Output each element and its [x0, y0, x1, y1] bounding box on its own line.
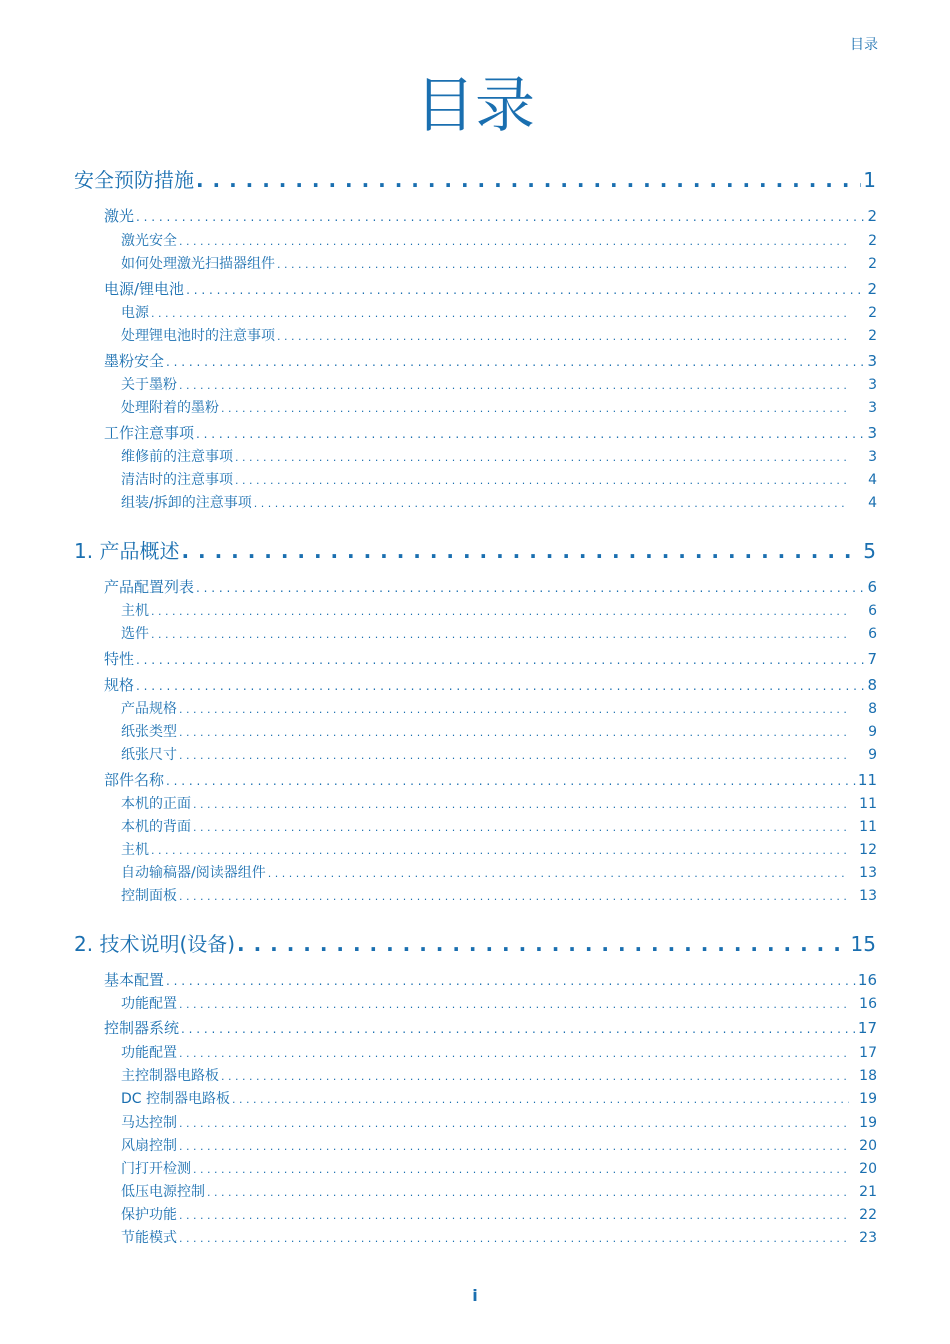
toc-dot-leader	[232, 1091, 849, 1107]
toc-entry-level-3[interactable]	[121, 1112, 877, 1132]
toc-entry-title: 纸张尺寸	[121, 747, 177, 763]
toc-entry-title: 墨粉安全	[104, 352, 165, 370]
toc-dot-leader	[179, 1207, 849, 1223]
toc-entry-title: 安全预防措施	[74, 168, 194, 192]
toc-entry-title: 马达控制	[121, 1115, 177, 1131]
toc-entry-level-2[interactable]	[104, 205, 877, 227]
toc-entry-page: 18	[859, 1068, 877, 1084]
toc-entry-page: 23	[859, 1230, 877, 1246]
toc-entry-level-3[interactable]	[121, 1227, 877, 1247]
toc-entry-title: 主机	[121, 842, 149, 858]
toc-entry-page: 11	[857, 771, 877, 789]
toc-dot-leader	[268, 865, 849, 881]
toc-entry-level-2[interactable]	[104, 1017, 877, 1039]
toc-entry-level-2[interactable]	[104, 769, 877, 791]
toc-entry-level-3[interactable]	[121, 862, 877, 882]
toc-entry-page: 9	[868, 724, 877, 740]
toc-dot-leader	[166, 771, 856, 789]
toc-entry-title: 自动输稿器/阅读器组件	[121, 865, 266, 881]
toc-entry-level-3[interactable]	[121, 1181, 877, 1201]
toc-entry-page: 3	[868, 449, 877, 465]
toc-entry-title: 纸张类型	[121, 724, 177, 740]
footer-page-number: i	[472, 1286, 478, 1305]
toc-dot-leader	[207, 1184, 849, 1200]
toc-entry-page: 8	[867, 676, 877, 694]
toc-entry-page: 8	[868, 701, 877, 717]
toc-entry-level-2[interactable]	[104, 576, 877, 598]
toc-entry-level-3[interactable]	[121, 302, 877, 322]
toc-entry-title: 维修前的注意事项	[121, 449, 233, 465]
toc-entry-title: 保护功能	[121, 1207, 177, 1223]
toc-entry-title: 电源/锂电池	[104, 280, 185, 298]
toc-entry-page: 16	[859, 996, 877, 1012]
toc-entry-level-3[interactable]	[121, 816, 877, 836]
toc-entry-level-3[interactable]	[121, 1158, 877, 1178]
page-title: 目录	[415, 71, 535, 141]
toc-entry-title: 控制器系统	[104, 1019, 180, 1037]
toc-dot-leader	[179, 1045, 849, 1061]
toc-entry-level-3[interactable]	[121, 993, 877, 1013]
toc-dot-leader	[179, 377, 849, 393]
toc-entry-title: 本机的背面	[121, 819, 191, 835]
toc-entry-title: 清洁时的注意事项	[121, 472, 233, 488]
toc-dot-leader	[179, 701, 849, 717]
toc-entry-title: 主机	[121, 603, 149, 619]
toc-dot-leader	[179, 1230, 849, 1246]
toc-entry-level-3[interactable]	[121, 230, 877, 250]
toc-dot-leader	[179, 888, 849, 904]
toc-entry-title: DC 控制器电路板	[121, 1091, 231, 1107]
toc-entry-page: 15	[850, 932, 876, 956]
toc-entry-page: 19	[859, 1115, 877, 1131]
toc-entry-title: 处理锂电池时的注意事项	[121, 328, 275, 344]
toc-entry-page: 6	[868, 603, 877, 619]
toc-entry-level-2[interactable]	[104, 969, 877, 991]
toc-entry-page: 22	[859, 1207, 877, 1223]
toc-dot-leader	[151, 842, 849, 858]
toc-entry-title: 1. 产品概述	[74, 539, 180, 563]
toc-entry-level-2[interactable]	[104, 674, 877, 696]
toc-entry-page: 7	[867, 650, 877, 668]
toc-entry-page: 19	[859, 1091, 877, 1107]
toc-entry-level-3[interactable]	[121, 253, 877, 273]
toc-entry-title: 基本配置	[104, 971, 165, 989]
toc-entry-title: 规格	[104, 676, 135, 694]
toc-entry-title: 电源	[121, 305, 149, 321]
toc-entry-title: 部件名称	[104, 771, 165, 789]
toc-dot-leader	[166, 352, 865, 370]
toc-entry-page: 21	[859, 1184, 877, 1200]
toc-entry-page: 2	[868, 256, 877, 272]
toc-entry-page: 11	[859, 796, 877, 812]
toc-entry-title: 如何处理激光扫描器组件	[121, 256, 275, 272]
toc-entry-page: 13	[859, 888, 877, 904]
toc-dot-leader	[196, 578, 865, 596]
toc-entry-level-3[interactable]	[121, 325, 877, 345]
toc-entry-title: 关于墨粉	[121, 377, 177, 393]
toc-entry-page: 12	[859, 842, 877, 858]
toc-entry-title: 处理附着的墨粉	[121, 400, 219, 416]
toc-entry-level-1[interactable]	[74, 928, 876, 958]
toc-entry-title: 主控制器电路板	[121, 1068, 219, 1084]
toc-dot-leader	[196, 424, 865, 442]
toc-dot-leader	[136, 676, 865, 694]
toc-entry-page: 4	[868, 495, 877, 511]
toc-dot-leader	[193, 819, 849, 835]
toc-entry-page: 5	[863, 539, 876, 563]
toc-entry-page: 2	[868, 328, 877, 344]
toc-entry-level-3[interactable]	[121, 698, 877, 718]
toc-dot-leader	[151, 626, 849, 642]
toc-dot-leader	[193, 1161, 849, 1177]
toc-entry-level-3[interactable]	[121, 721, 877, 741]
toc-entry-page: 16	[857, 971, 877, 989]
toc-entry-title: 控制面板	[121, 888, 177, 904]
toc-entry-title: 风扇控制	[121, 1138, 177, 1154]
toc-entry-title: 低压电源控制	[121, 1184, 205, 1200]
toc-entry-level-3[interactable]	[121, 1135, 877, 1155]
toc-entry-title: 特性	[104, 650, 135, 668]
toc-entry-title: 节能模式	[121, 1230, 177, 1246]
toc-entry-level-1[interactable]	[74, 535, 876, 565]
toc-entry-title: 产品规格	[121, 701, 177, 717]
toc-entry-page: 4	[868, 472, 877, 488]
toc-entry-level-2[interactable]	[104, 278, 877, 300]
toc-entry-level-3[interactable]	[121, 839, 877, 859]
toc-entry-page: 2	[868, 233, 877, 249]
toc-dot-leader	[221, 400, 849, 416]
toc-entry-title: 2. 技术说明(设备)	[74, 932, 236, 956]
toc-entry-title: 产品配置列表	[104, 578, 195, 596]
toc-entry-level-3[interactable]	[121, 1065, 877, 1085]
toc-dot-leader	[179, 1138, 849, 1154]
toc-entry-page: 11	[859, 819, 877, 835]
toc-entry-level-3[interactable]	[121, 623, 877, 643]
toc-entry-level-1[interactable]	[74, 164, 876, 194]
toc-entry-level-3[interactable]	[121, 1088, 877, 1108]
toc-dot-leader	[237, 932, 849, 956]
toc-entry-page: 20	[859, 1161, 877, 1177]
toc-entry-level-2[interactable]	[104, 350, 877, 372]
toc-entry-level-3[interactable]	[121, 469, 877, 489]
toc-entry-page: 2	[867, 207, 877, 225]
toc-dot-leader	[277, 256, 849, 272]
toc-dot-leader	[181, 539, 861, 563]
toc-entry-title: 功能配置	[121, 1045, 177, 1061]
toc-entry-title: 本机的正面	[121, 796, 191, 812]
toc-entry-page: 3	[867, 424, 877, 442]
toc-dot-leader	[179, 233, 849, 249]
toc-dot-leader	[151, 603, 849, 619]
toc-dot-leader	[166, 971, 856, 989]
toc-dot-leader	[186, 280, 865, 298]
toc-entry-title: 组装/拆卸的注意事项	[121, 495, 252, 511]
toc-entry-level-2[interactable]	[104, 648, 877, 670]
toc-entry-page: 20	[859, 1138, 877, 1154]
toc-entry-page: 3	[868, 377, 877, 393]
toc-entry-page: 2	[867, 280, 877, 298]
toc-entry-page: 13	[859, 865, 877, 881]
toc-entry-page: 1	[863, 168, 876, 192]
toc-entry-page: 3	[867, 352, 877, 370]
toc-entry-level-3[interactable]	[121, 374, 877, 394]
toc-entry-level-3[interactable]	[121, 492, 877, 512]
toc-dot-leader	[151, 305, 849, 321]
toc-entry-page: 6	[867, 578, 877, 596]
toc-dot-leader	[235, 449, 849, 465]
toc-entry-level-3[interactable]	[121, 397, 877, 417]
toc-entry-title: 选件	[121, 626, 149, 642]
toc-entry-level-3[interactable]	[121, 744, 877, 764]
toc-dot-leader	[179, 996, 849, 1012]
toc-dot-leader	[179, 724, 849, 740]
toc-dot-leader	[193, 796, 849, 812]
toc-entry-level-3[interactable]	[121, 600, 877, 620]
toc-entry-page: 3	[868, 400, 877, 416]
header-label: 目录	[850, 37, 878, 53]
toc-entry-level-2[interactable]	[104, 422, 877, 444]
toc-entry-title: 工作注意事项	[104, 424, 195, 442]
toc-entry-level-3[interactable]	[121, 1204, 877, 1224]
toc-dot-leader	[235, 472, 849, 488]
toc-entry-page: 17	[859, 1045, 877, 1061]
toc-entry-title: 激光	[104, 207, 135, 225]
toc-dot-leader	[179, 1115, 849, 1131]
toc-dot-leader	[136, 650, 865, 668]
toc-dot-leader	[221, 1068, 849, 1084]
toc-dot-leader	[196, 168, 861, 192]
toc-entry-level-3[interactable]	[121, 446, 877, 466]
toc-entry-level-3[interactable]	[121, 1042, 877, 1062]
toc-dot-leader	[277, 328, 849, 344]
toc-entry-page: 9	[868, 747, 877, 763]
toc-dot-leader	[136, 207, 865, 225]
toc-dot-leader	[179, 747, 849, 763]
toc-entry-page: 17	[857, 1019, 877, 1037]
toc-entry-title: 功能配置	[121, 996, 177, 1012]
toc-entry-page: 2	[868, 305, 877, 321]
toc-entry-page: 6	[868, 626, 877, 642]
toc-entry-title: 门打开检测	[121, 1161, 191, 1177]
toc-dot-leader	[181, 1019, 856, 1037]
toc-entry-title: 激光安全	[121, 233, 177, 249]
toc-entry-level-3[interactable]	[121, 885, 877, 905]
toc-entry-level-3[interactable]	[121, 793, 877, 813]
toc-dot-leader	[254, 495, 849, 511]
